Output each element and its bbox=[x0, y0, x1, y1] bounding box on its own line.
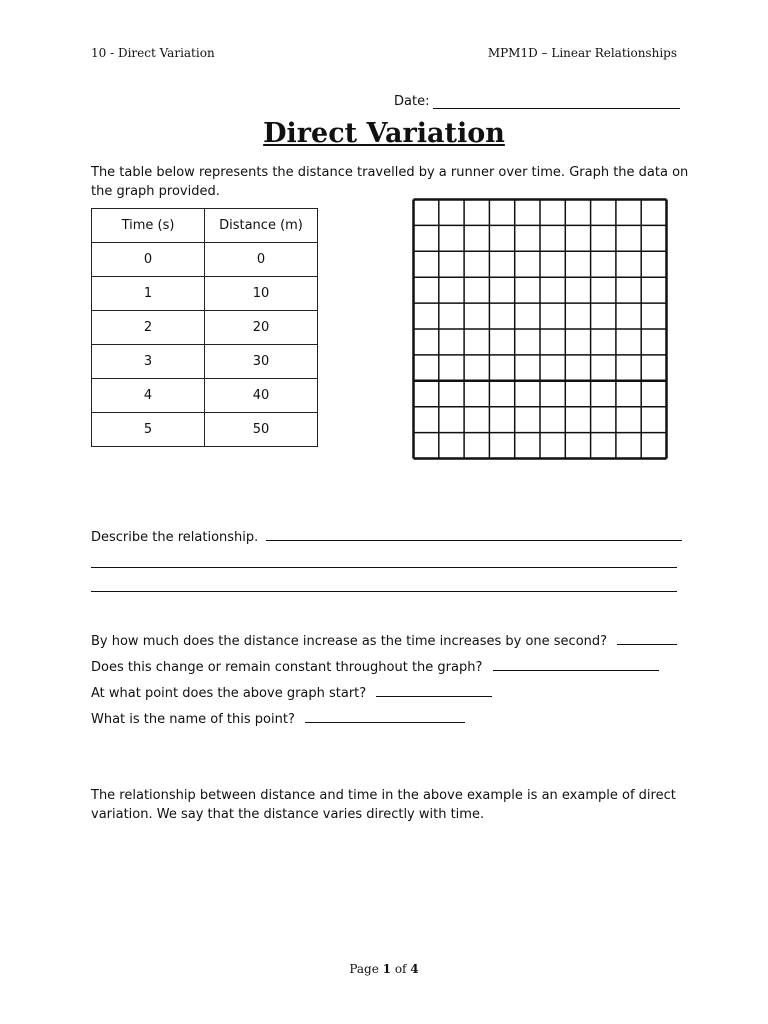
blank-graph-grid[interactable] bbox=[412, 198, 668, 460]
question-4-text: What is the name of this point? bbox=[91, 712, 295, 727]
header-course: MPM1D – Linear Relationships bbox=[487, 46, 677, 60]
closing-text: The relationship between distance and time in the above example is an example of direct variation. We say that the distance varies directly with time. bbox=[91, 788, 676, 822]
table-row bbox=[92, 277, 318, 311]
table-cell: 50 bbox=[205, 413, 318, 447]
footer-middle: of bbox=[391, 962, 411, 976]
table-cell: 2 bbox=[92, 311, 205, 345]
table-cell: 1 bbox=[92, 277, 205, 311]
date-blank[interactable] bbox=[433, 94, 680, 109]
answer-line[interactable] bbox=[91, 591, 677, 592]
header-lesson: 10 - Direct Variation bbox=[91, 46, 215, 60]
describe-answer-line[interactable] bbox=[266, 527, 682, 541]
answer-line[interactable] bbox=[91, 567, 677, 568]
table-cell: 3 bbox=[92, 345, 205, 379]
question-1-text: By how much does the distance increase as the time increases by one second? bbox=[91, 634, 608, 649]
footer-page-total: 4 bbox=[410, 962, 419, 976]
question-1 bbox=[91, 631, 677, 649]
describe-prompt: Describe the relationship. bbox=[91, 530, 259, 545]
table-cell: 0 bbox=[205, 243, 318, 277]
question-3-answer-line[interactable] bbox=[376, 683, 492, 697]
table-row bbox=[92, 413, 318, 447]
table-cell: 5 bbox=[92, 413, 205, 447]
question-3-text: At what point does the above graph start? bbox=[91, 686, 367, 701]
page-title: Direct Variation bbox=[263, 118, 505, 149]
question-2-text: Does this change or remain constant throughout the graph? bbox=[91, 660, 483, 675]
date-row bbox=[394, 94, 680, 109]
table-cell: 40 bbox=[205, 379, 318, 413]
describe-row bbox=[91, 527, 682, 545]
table-cell: 20 bbox=[205, 311, 318, 345]
table-header-row bbox=[92, 209, 318, 243]
table-cell: 30 bbox=[205, 345, 318, 379]
table-cell: 0 bbox=[92, 243, 205, 277]
table-header-distance: Distance (m) bbox=[205, 209, 318, 243]
question-2-answer-line[interactable] bbox=[493, 657, 659, 671]
table-cell: 4 bbox=[92, 379, 205, 413]
table-header-time: Time (s) bbox=[92, 209, 205, 243]
data-table bbox=[91, 208, 318, 447]
table-row bbox=[92, 345, 318, 379]
footer-prefix: Page bbox=[349, 962, 383, 976]
question-2 bbox=[91, 657, 659, 675]
table-row bbox=[92, 311, 318, 345]
intro-text: The table below represents the distance travelled by a runner over time. Graph the data on the graph provided. bbox=[91, 165, 689, 199]
footer-page-number: 1 bbox=[382, 962, 391, 976]
question-4 bbox=[91, 709, 465, 727]
question-1-answer-line[interactable] bbox=[617, 631, 677, 645]
table-cell: 10 bbox=[205, 277, 318, 311]
page-footer bbox=[0, 962, 768, 976]
table-row bbox=[92, 243, 318, 277]
question-3 bbox=[91, 683, 492, 701]
date-label: Date: bbox=[394, 94, 430, 109]
question-4-answer-line[interactable] bbox=[305, 709, 465, 723]
table-row bbox=[92, 379, 318, 413]
